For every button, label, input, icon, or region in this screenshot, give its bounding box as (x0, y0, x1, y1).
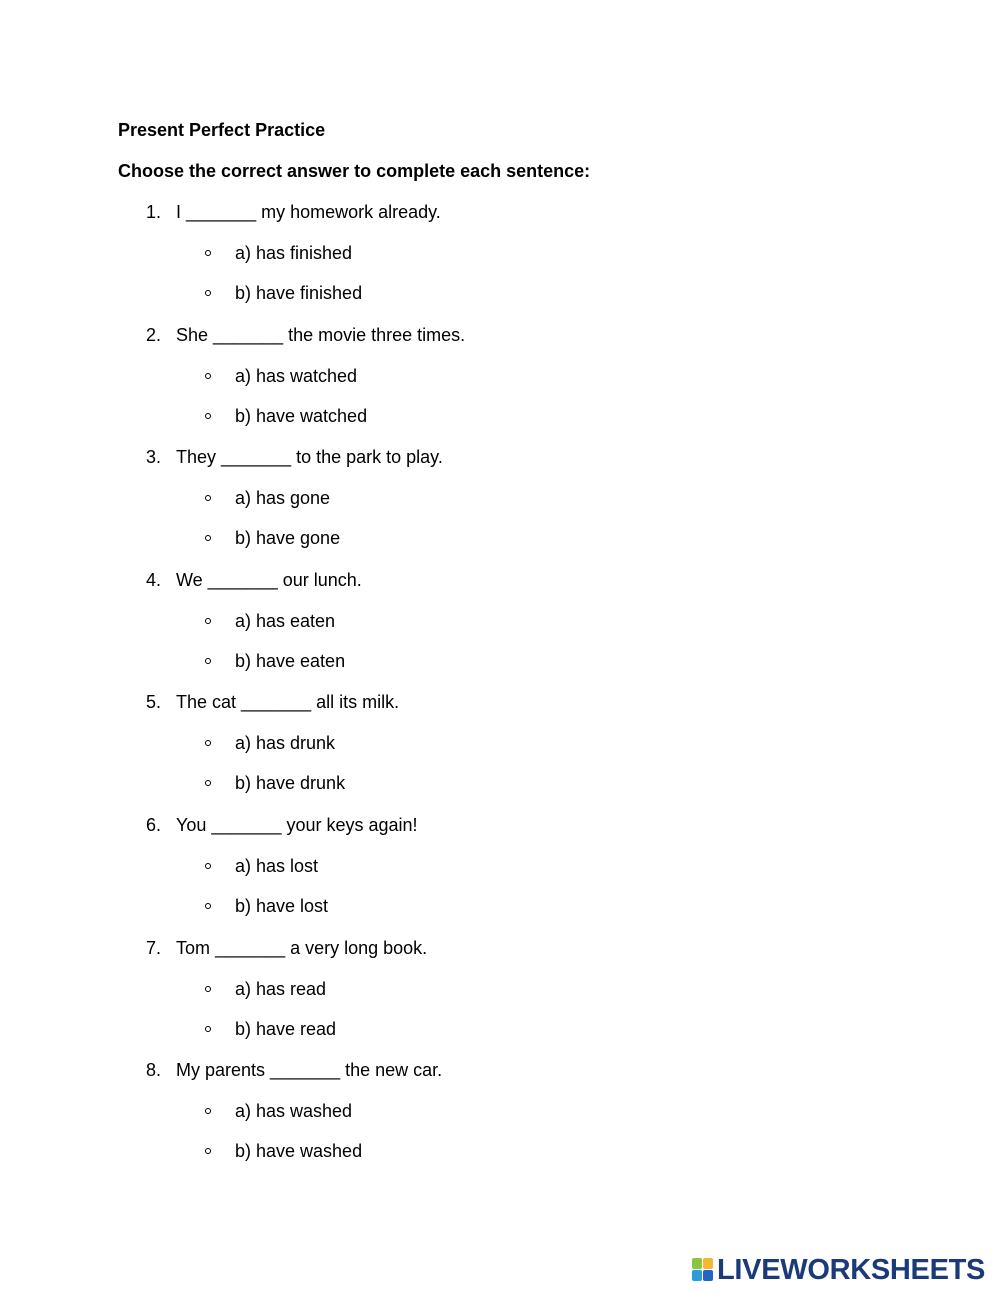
answer-option-label: b) have drunk (235, 773, 346, 794)
question-number: 5. (146, 692, 162, 713)
question-item (0, 323, 1000, 446)
question-text: I _______ my homework already. (176, 202, 441, 222)
answer-option-label: a) has watched (235, 365, 358, 386)
question-text: We _______ our lunch. (176, 569, 362, 590)
question-item (0, 1058, 1000, 1181)
circle-bullet-icon (205, 740, 211, 746)
question-item (0, 813, 1000, 936)
question-number: 3. (146, 447, 162, 468)
circle-bullet-icon (205, 250, 211, 256)
circle-bullet-icon (205, 986, 211, 992)
circle-bullet-icon (205, 618, 211, 624)
answer-option-label: b) have lost (235, 895, 329, 916)
circle-bullet-icon (205, 495, 211, 501)
circle-bullet-icon (205, 535, 211, 541)
liveworksheets-logo-icon (692, 1258, 714, 1282)
answer-option-label: a) has eaten (235, 610, 336, 631)
question-text: They _______ to the park to play. (176, 447, 443, 468)
answer-option-label: b) have finished (235, 283, 363, 303)
question-number: 2. (146, 324, 162, 345)
answer-option-label: b) have gone (235, 528, 341, 549)
question-number: 4. (146, 569, 162, 590)
question-item (0, 936, 1000, 1059)
question-text: The cat _______ all its milk. (176, 692, 400, 713)
page-title: Present Perfect Practice (118, 120, 326, 140)
question-item (0, 200, 1000, 323)
question-number: 7. (146, 937, 162, 958)
answer-option-label: a) has lost (235, 855, 319, 876)
circle-bullet-icon (205, 658, 211, 664)
circle-bullet-icon (205, 290, 211, 296)
answer-option-label: b) have eaten (235, 650, 346, 671)
liveworksheets-logo (692, 1256, 985, 1284)
answer-option-label: b) have read (235, 1018, 337, 1039)
circle-bullet-icon (205, 1108, 211, 1114)
answer-option-label: a) has washed (235, 1101, 353, 1122)
circle-bullet-icon (205, 1026, 211, 1032)
question-number: 1. (146, 202, 162, 222)
question-item (0, 445, 1000, 568)
question-number: 6. (146, 814, 162, 835)
circle-bullet-icon (205, 903, 211, 909)
logo-square-icon (692, 1258, 702, 1269)
question-number: 8. (146, 1060, 162, 1081)
circle-bullet-icon (205, 780, 211, 786)
answer-option-label: a) has gone (235, 488, 331, 509)
question-item (0, 568, 1000, 691)
circle-bullet-icon (205, 1148, 211, 1154)
answer-option-label: a) has finished (235, 243, 353, 263)
question-item (0, 690, 1000, 813)
logo-square-icon (703, 1258, 713, 1269)
circle-bullet-icon (205, 863, 211, 869)
question-text: My parents _______ the new car. (176, 1060, 443, 1081)
question-text: She _______ the movie three times. (176, 324, 466, 345)
instructions: Choose the correct answer to complete each sentence: (118, 161, 591, 181)
answer-option-label: b) have washed (235, 1141, 363, 1162)
logo-square-icon (703, 1270, 713, 1281)
question-text: Tom _______ a very long book. (176, 937, 428, 958)
answer-option-label: b) have watched (235, 405, 368, 426)
logo-square-icon (692, 1270, 702, 1281)
question-list (0, 200, 1000, 1181)
liveworksheets-logo-text: LIVEWORKSHEETS (717, 1254, 986, 1286)
question-text: You _______ your keys again! (176, 814, 418, 835)
answer-option-label: a) has read (235, 978, 327, 999)
answer-option-label: a) has drunk (235, 733, 336, 754)
circle-bullet-icon (205, 413, 211, 419)
circle-bullet-icon (205, 373, 211, 379)
